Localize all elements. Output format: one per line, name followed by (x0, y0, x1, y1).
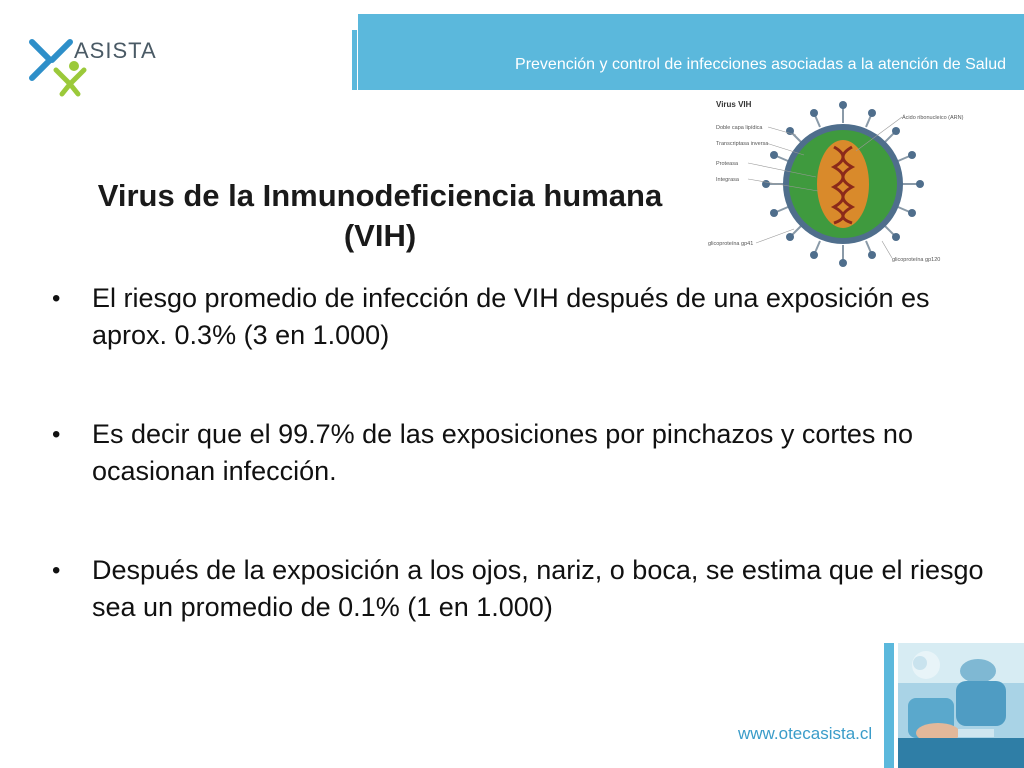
bullet-icon: • (52, 557, 61, 584)
bullet-list (52, 280, 992, 688)
slide-title-line1: Virus de la Inmunodeficiencia humana (97, 178, 663, 213)
diagram-label-left-1: Doble capa lipídica (716, 125, 763, 131)
list-item (52, 416, 992, 490)
diagram-label-left-3: Proteasa (716, 161, 739, 167)
slide-title (60, 176, 700, 256)
bullet-icon: • (52, 285, 61, 312)
hiv-virus-diagram (706, 95, 968, 270)
website-link[interactable]: www.otecasista.cl (738, 724, 873, 743)
list-item (52, 552, 992, 626)
diagram-label-left-4: Integrasa (716, 177, 739, 183)
slide-title-line2: (VIH) (343, 218, 417, 253)
surgery-photo (898, 643, 1024, 768)
diagram-label-right-1: Ácido ribonucleico (ARN) (902, 115, 964, 121)
bullet-icon: • (52, 421, 61, 448)
diagram-label-bottom-right: glicoproteína gp120 (892, 257, 941, 263)
bullet-text: Es decir que el 99.7% de las exposiciones por pinchazos y cortes no ocasionan infección. (92, 419, 913, 486)
footer-stripe (884, 643, 894, 768)
slide-header (0, 0, 1024, 92)
header-title: Prevención y control de infecciones asociadas a la atención de Salud (515, 56, 1006, 73)
logo (0, 12, 165, 92)
list-item (52, 280, 992, 354)
header-band-left (165, 14, 355, 90)
diagram-label-bottom-left: glicoproteína gp41 (708, 241, 754, 247)
bullet-text: El riesgo promedio de infección de VIH después de una exposición es aprox. 0.3% (3 en 1.000) (92, 283, 930, 350)
diagram-title: Virus VIH (716, 100, 752, 109)
bullet-text: Después de la exposición a los ojos, nariz, o boca, se estima que el riesgo sea un promedio de 0.1% (1 en 1.000) (92, 555, 984, 622)
diagram-label-left-2: Transcriptasa inversa (716, 141, 769, 147)
header-divider (352, 30, 357, 90)
logo-text: ASISTA (74, 38, 157, 63)
header-title-bar (358, 14, 1024, 90)
